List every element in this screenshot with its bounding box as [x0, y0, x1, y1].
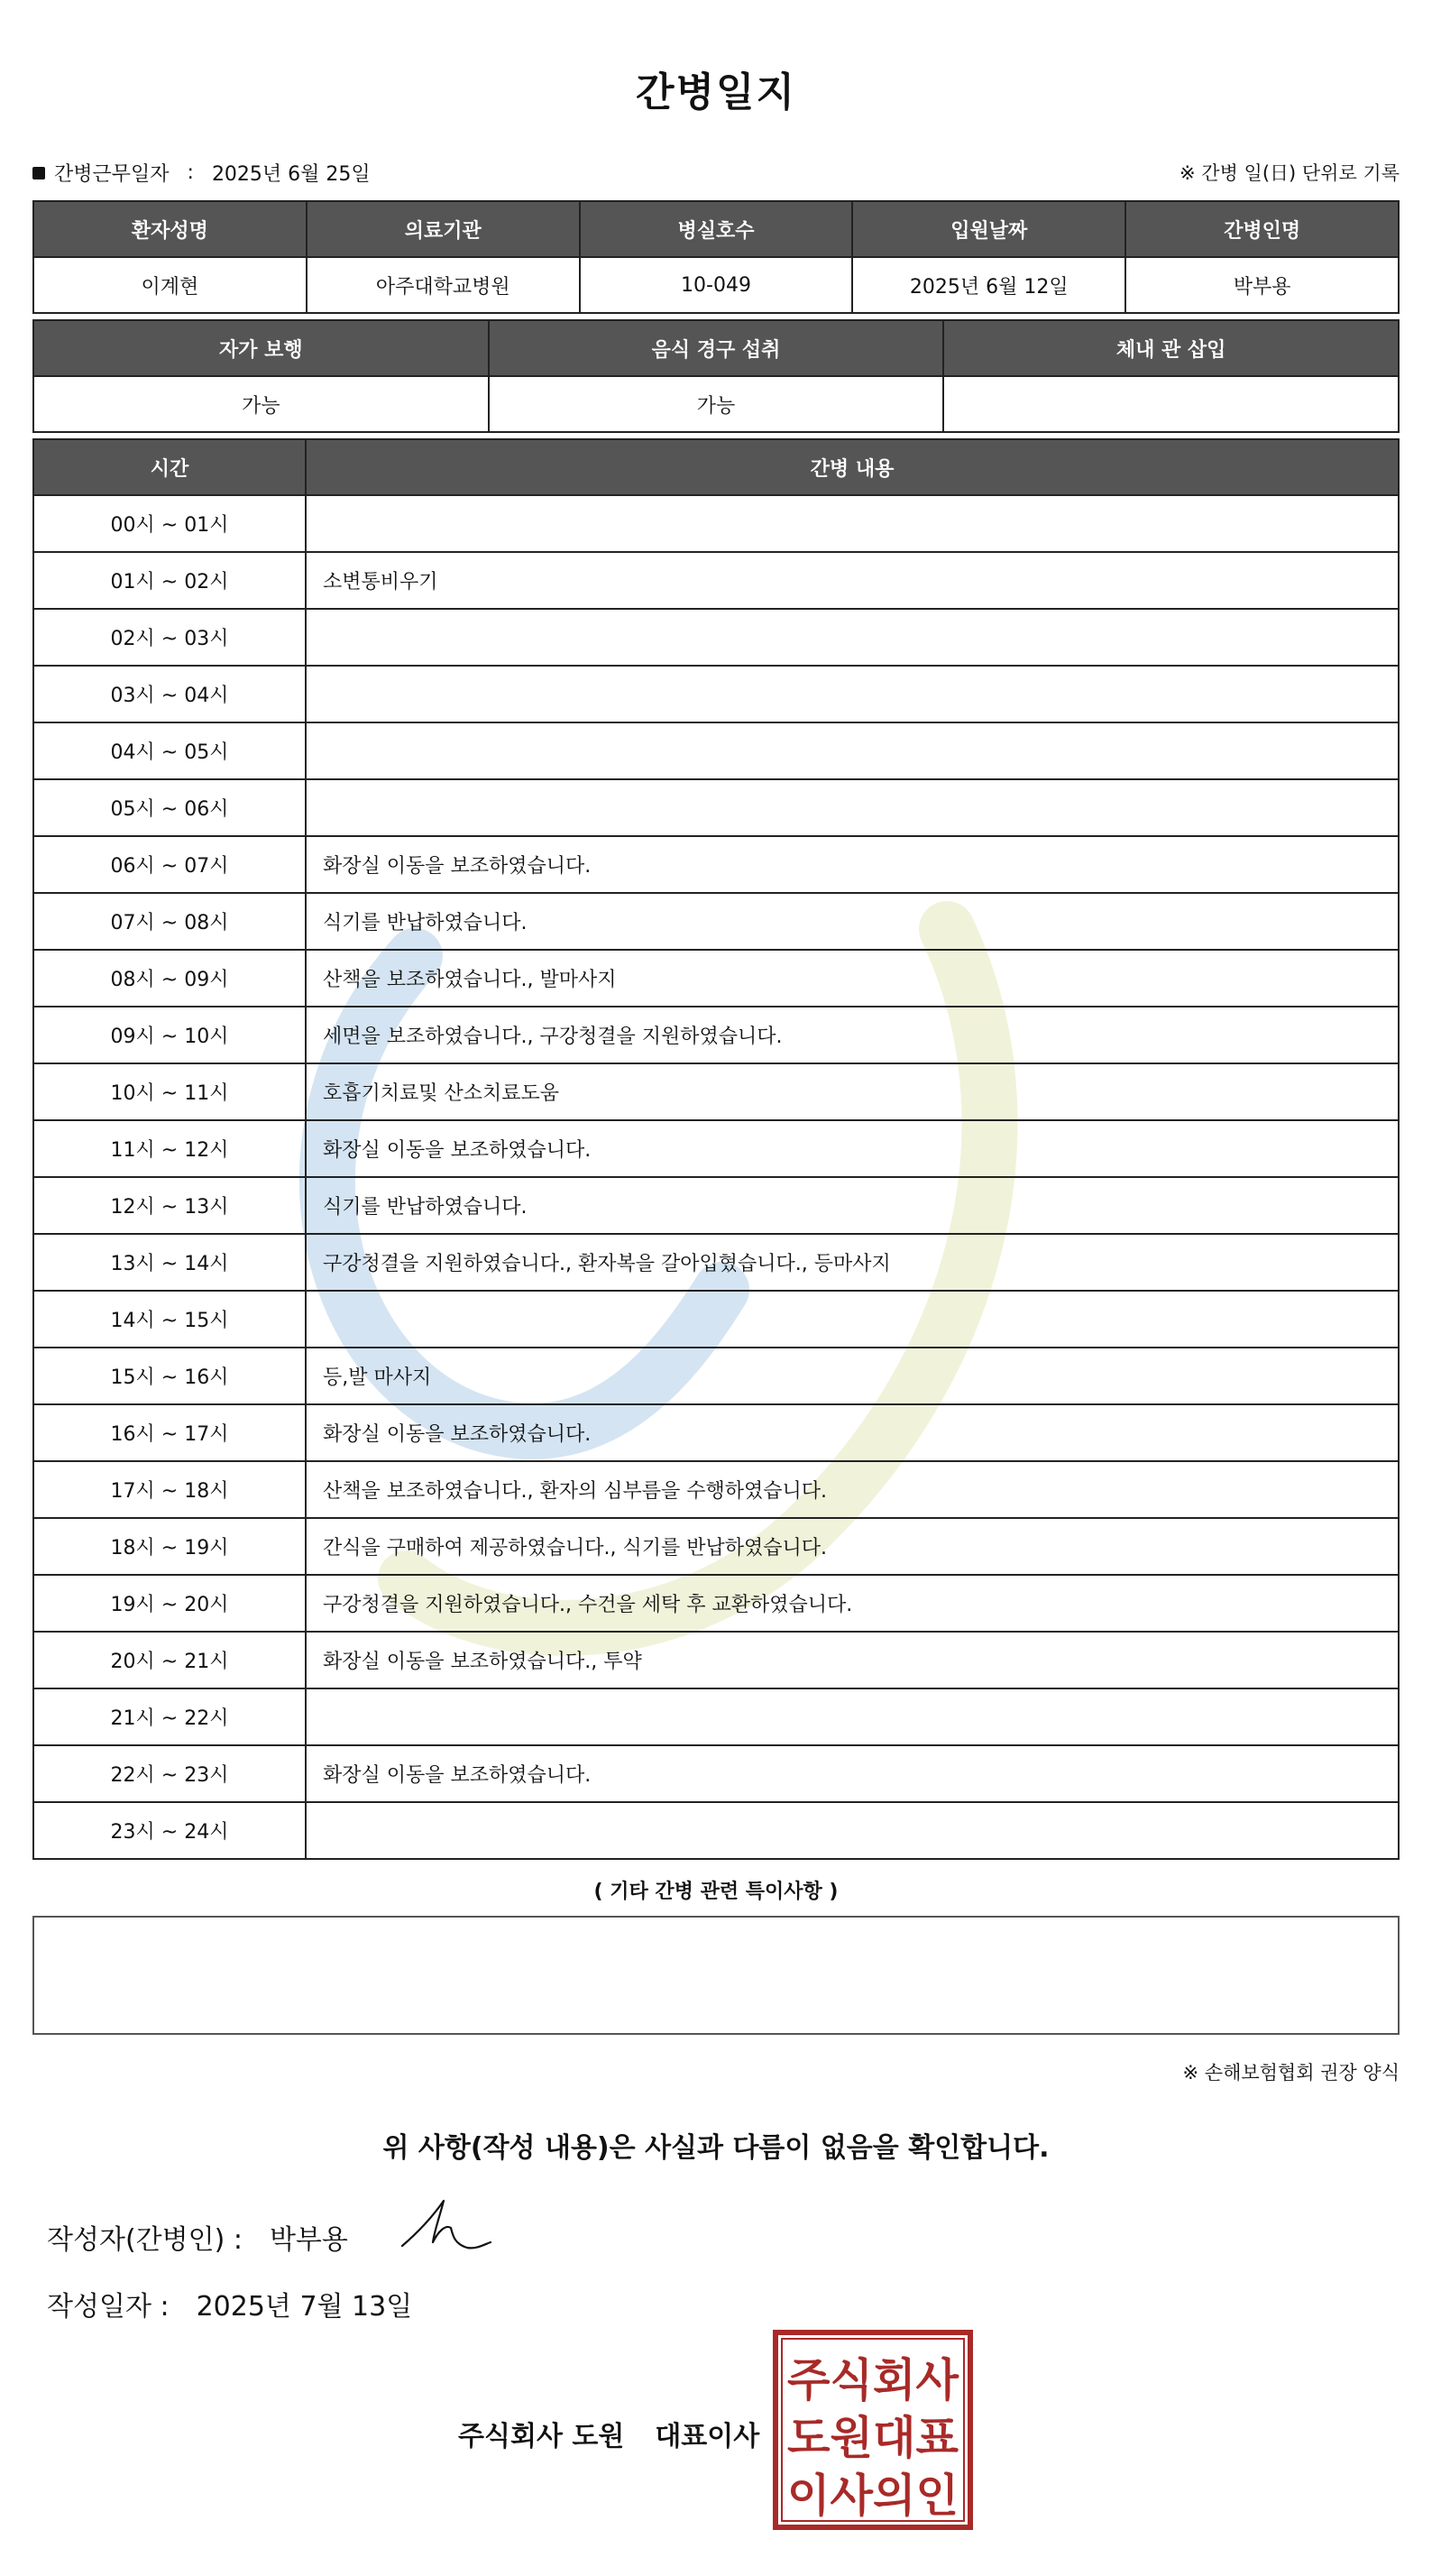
admission-date: 2025년 6월 12일	[852, 257, 1125, 313]
company-seal	[772, 2329, 974, 2531]
special-notes-box	[32, 1916, 1400, 2035]
self-walking-value: 가능	[33, 376, 489, 432]
care-log-row	[33, 1348, 1399, 1404]
handwritten-signature	[397, 2192, 496, 2257]
written-date-label: 작성일자 :	[47, 2291, 170, 2323]
care-log-time: 03시 ~ 04시	[33, 666, 306, 722]
care-log-content: 등,발 마사지	[306, 1348, 1399, 1404]
care-log-row	[33, 1632, 1399, 1688]
work-date	[32, 159, 371, 187]
care-log-header-row	[33, 439, 1399, 495]
care-log-time: 11시 ~ 12시	[33, 1120, 306, 1177]
care-log-content	[306, 666, 1399, 722]
care-log-content: 구강청결을 지원하였습니다., 환자복을 갈아입혔습니다., 등마사지	[306, 1234, 1399, 1291]
care-log-row	[33, 836, 1399, 893]
writer-label: 작성자(간병인) :	[47, 2224, 243, 2256]
care-log-time: 15시 ~ 16시	[33, 1348, 306, 1404]
care-log-content: 화장실 이동을 보조하였습니다.	[306, 1404, 1399, 1461]
care-log-row	[33, 1404, 1399, 1461]
care-log-time: 09시 ~ 10시	[33, 1007, 306, 1063]
care-log-table	[32, 438, 1400, 1860]
care-log-time: 19시 ~ 20시	[33, 1575, 306, 1632]
written-date: 2025년 7월 13일	[196, 2291, 413, 2323]
care-log-time: 05시 ~ 06시	[33, 779, 306, 836]
care-log-row	[33, 1291, 1399, 1348]
patient-info-table	[32, 200, 1400, 314]
ceo-label: 대표이사	[655, 2421, 760, 2452]
header-tube-insertion: 체내 관 삽입	[943, 320, 1399, 376]
patient-info-value-row	[33, 257, 1399, 313]
writer-line	[47, 2217, 348, 2257]
header-hospital: 의료기관	[307, 201, 580, 257]
oral-intake-value: 가능	[489, 376, 944, 432]
header-care-content: 간병 내용	[306, 439, 1399, 495]
care-log-row	[33, 722, 1399, 779]
care-log-time: 02시 ~ 03시	[33, 609, 306, 666]
header-admission-date: 입원날짜	[852, 201, 1125, 257]
care-log-row	[33, 609, 1399, 666]
care-log-row	[33, 1575, 1399, 1632]
care-log-time: 14시 ~ 15시	[33, 1291, 306, 1348]
care-log-content: 간식을 구매하여 제공하였습니다., 식기를 반납하였습니다.	[306, 1518, 1399, 1575]
page-title: 간병일지	[635, 69, 796, 115]
care-log-time: 21시 ~ 22시	[33, 1688, 306, 1745]
care-log-content: 세면을 보조하였습니다., 구강청결을 지원하였습니다.	[306, 1007, 1399, 1063]
patient-info-header-row	[33, 201, 1399, 257]
care-log-content	[306, 1291, 1399, 1348]
care-log-content	[306, 1802, 1399, 1859]
care-log-time: 18시 ~ 19시	[33, 1518, 306, 1575]
care-log-time: 07시 ~ 08시	[33, 893, 306, 950]
company-name: 주식회사 도원	[458, 2421, 625, 2452]
patient-status-header-row	[33, 320, 1399, 376]
tube-insertion-value	[943, 376, 1399, 432]
care-log-time: 13시 ~ 14시	[33, 1234, 306, 1291]
care-log-content: 식기를 반납하였습니다.	[306, 893, 1399, 950]
seal-line-3: 이사의인	[787, 2470, 959, 2522]
work-date-label: 간병근무일자	[54, 163, 170, 186]
header-room-number: 병실호수	[580, 201, 853, 257]
care-log-time: 06시 ~ 07시	[33, 836, 306, 893]
care-log-row	[33, 552, 1399, 609]
care-log-row	[33, 893, 1399, 950]
care-log-time: 16시 ~ 17시	[33, 1404, 306, 1461]
seal-line-1: 주식회사	[787, 2354, 959, 2406]
care-log-time: 23시 ~ 24시	[33, 1802, 306, 1859]
care-log-row	[33, 779, 1399, 836]
care-log-content	[306, 609, 1399, 666]
hospital-name: 아주대학교병원	[307, 257, 580, 313]
care-log-row	[33, 1518, 1399, 1575]
care-log-content: 화장실 이동을 보조하였습니다.	[306, 836, 1399, 893]
work-date-separator: :	[187, 161, 194, 184]
care-log-time: 20시 ~ 21시	[33, 1632, 306, 1688]
written-date-line	[47, 2284, 412, 2323]
care-log-row	[33, 1461, 1399, 1518]
care-log-content: 구강청결을 지원하였습니다., 수건을 세탁 후 교환하였습니다.	[306, 1575, 1399, 1632]
care-log-content	[306, 779, 1399, 836]
care-log-row	[33, 1688, 1399, 1745]
header-oral-intake: 음식 경구 섭취	[489, 320, 944, 376]
care-log-row	[33, 495, 1399, 552]
care-log-content: 호흡기치료및 산소치료도움	[306, 1063, 1399, 1120]
care-log-content: 화장실 이동을 보조하였습니다.	[306, 1745, 1399, 1802]
room-number: 10-049	[580, 257, 853, 313]
care-log-row	[33, 950, 1399, 1007]
care-log-content: 산책을 보조하였습니다., 발마사지	[306, 950, 1399, 1007]
care-log-row	[33, 1234, 1399, 1291]
care-log-content: 화장실 이동을 보조하였습니다.	[306, 1120, 1399, 1177]
care-log-row	[33, 1177, 1399, 1234]
care-log-row	[33, 666, 1399, 722]
care-log-content: 소변통비우기	[306, 552, 1399, 609]
care-log-time: 10시 ~ 11시	[33, 1063, 306, 1120]
care-log-content	[306, 495, 1399, 552]
writer-name: 박부용	[269, 2224, 348, 2256]
company-line	[458, 2414, 759, 2453]
care-log-content	[306, 1688, 1399, 1745]
work-date-value: 2025년 6월 25일	[211, 163, 371, 186]
care-log-row	[33, 1120, 1399, 1177]
meta-row	[32, 159, 1400, 186]
confirmation-statement: 위 사항(작성 내용)은 사실과 다름이 없음을 확인합니다.	[382, 2132, 1050, 2164]
care-log-time: 12시 ~ 13시	[33, 1177, 306, 1234]
care-log-time: 17시 ~ 18시	[33, 1461, 306, 1518]
header-self-walking: 자가 보행	[33, 320, 489, 376]
care-log-time: 22시 ~ 23시	[33, 1745, 306, 1802]
care-log-row	[33, 1745, 1399, 1802]
care-log-time: 04시 ~ 05시	[33, 722, 306, 779]
patient-status-table	[32, 319, 1400, 433]
care-log-row	[33, 1007, 1399, 1063]
special-notes-title: ( 기타 간병 관련 특이사항 )	[593, 1881, 839, 1903]
care-log-content: 산책을 보조하였습니다., 환자의 심부름을 수행하였습니다.	[306, 1461, 1399, 1518]
care-log-content: 식기를 반납하였습니다.	[306, 1177, 1399, 1234]
record-note: ※ 간병 일(日) 단위로 기록	[1180, 162, 1400, 184]
header-patient-name: 환자성명	[33, 201, 307, 257]
care-log-row	[33, 1802, 1399, 1859]
care-log-time: 00시 ~ 01시	[33, 495, 306, 552]
patient-name: 이계현	[33, 257, 307, 313]
care-log-body	[33, 495, 1399, 1859]
care-log-time: 01시 ~ 02시	[33, 552, 306, 609]
caregiver-name: 박부용	[1125, 257, 1399, 313]
care-log-time: 08시 ~ 09시	[33, 950, 306, 1007]
header-time: 시간	[33, 439, 306, 495]
care-log-content	[306, 722, 1399, 779]
care-log-content: 화장실 이동을 보조하였습니다., 투약	[306, 1632, 1399, 1688]
form-source-note: ※ 손해보험협회 권장 양식	[1182, 2062, 1400, 2084]
patient-status-value-row	[33, 376, 1399, 432]
care-log-row	[33, 1063, 1399, 1120]
header-caregiver-name: 간병인명	[1125, 201, 1399, 257]
seal-line-2: 도원대표	[787, 2412, 959, 2464]
bullet-square-icon	[32, 167, 45, 179]
